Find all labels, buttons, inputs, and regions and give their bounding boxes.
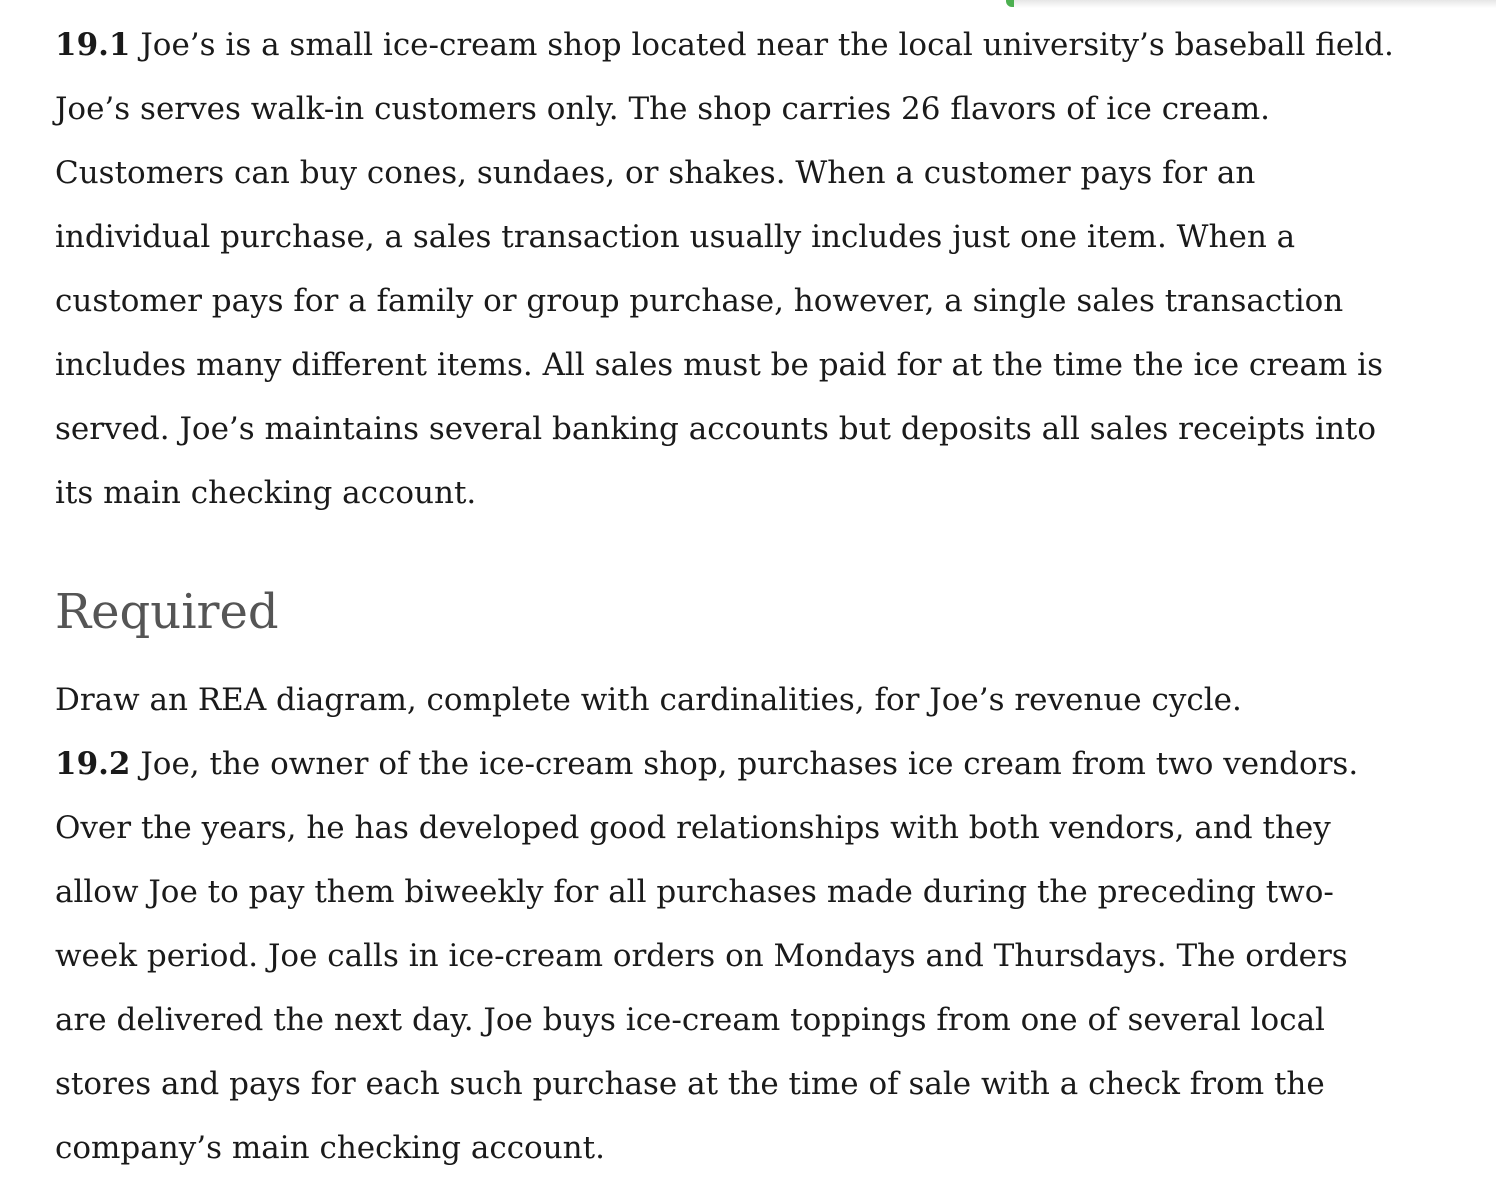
required-heading: Required bbox=[55, 584, 279, 640]
problem-number: 19.1 bbox=[55, 27, 131, 63]
problem-text: Joe, the owner of the ice-cream shop, purchases ice cream from two vendors. Over the years, he has developed good relationships with both vendors, and they allow Joe to pay them biweekly for all purchases made during the preceding two-week period. Joe calls in ice-cream orders on Mondays and Thursdays. The orders are delivered the next day. Joe buys ice-cream toppings from one of several local stores and pays for each such purchase at the time of sale with a check from the company’s main checking account. bbox=[55, 746, 1359, 1166]
problem-text: Joe’s is a small ice-cream shop located near the local university’s baseball field. Joe’s serves walk-in customers only. The shop carries 26 flavors of ice cream. Customers can buy cones, sundaes, or shakes. When a customer pays for an individual purchase, a sales transaction usually includes just one item. When a customer pays for a family or group purchase, however, a single sales transaction includes many different items. All sales must be paid for at the time the ice cream is served. Joe’s maintains several banking accounts but deposits all sales receipts into its main checking account. bbox=[55, 27, 1394, 511]
problem-19-1 bbox=[55, 13, 1395, 525]
overlay-panel-edge bbox=[1010, 0, 1496, 8]
required-text: Draw an REA diagram, complete with cardinalities, for Joe’s revenue cycle. bbox=[55, 682, 1242, 718]
document-body bbox=[55, 13, 1395, 1180]
overlay-accent bbox=[1006, 0, 1014, 7]
problem-number: 19.2 bbox=[55, 746, 131, 782]
problem-19-2 bbox=[55, 732, 1395, 1180]
